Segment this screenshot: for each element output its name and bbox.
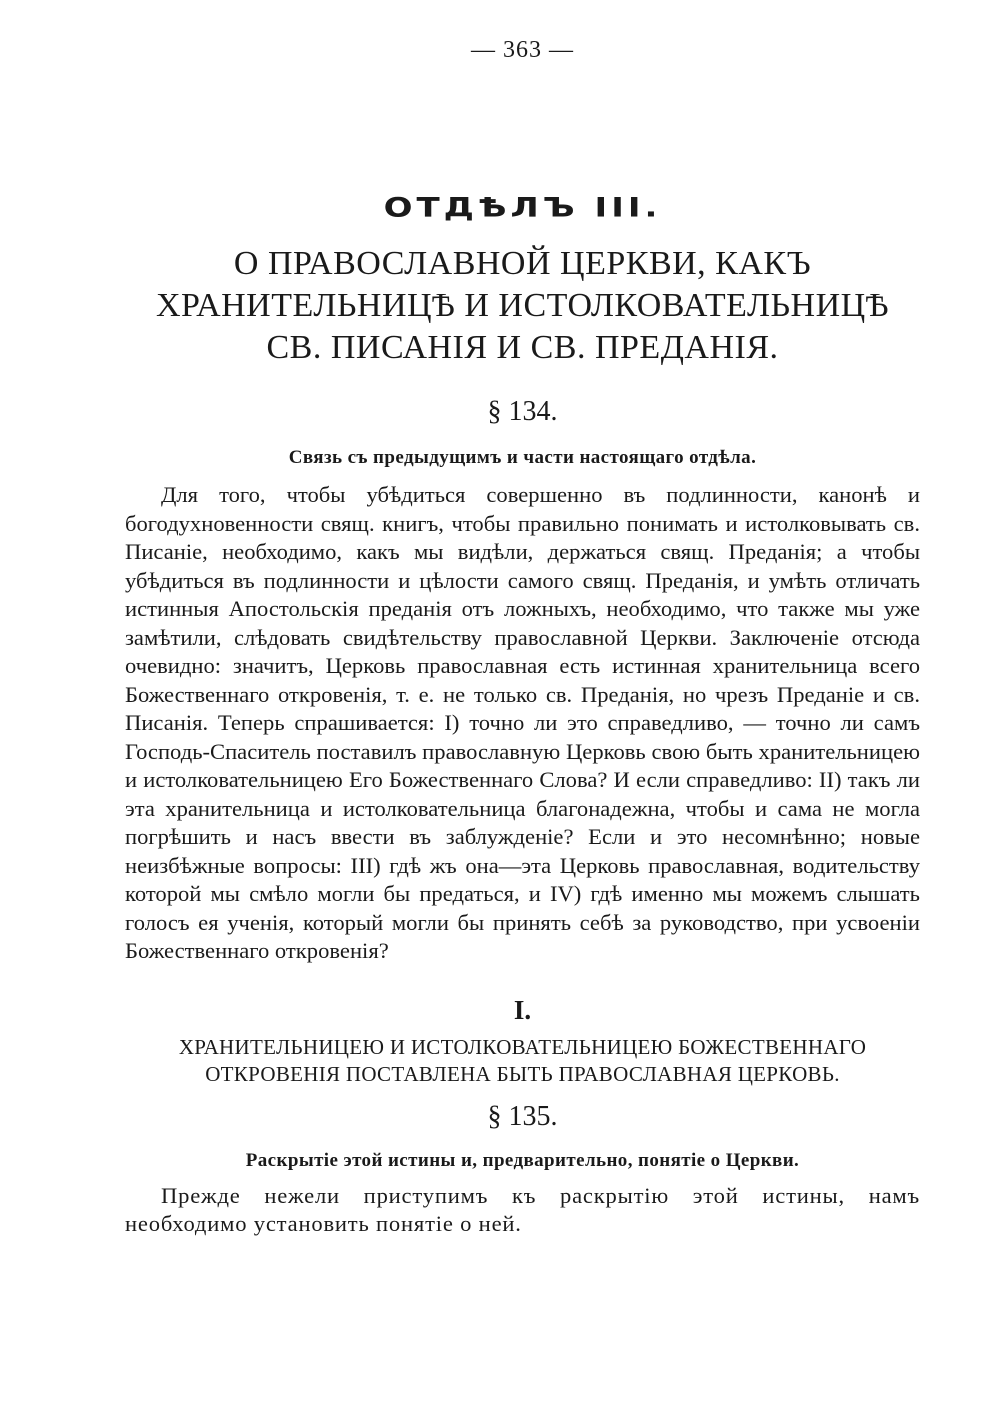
section-heading: ОТДѢЛЪ III. <box>383 192 662 224</box>
paragraph-135-heading: Раскрытіе этой истины и, предварительно, понятіе о Церкви. <box>245 1149 800 1171</box>
paragraph-135-sign: § 135. <box>487 1100 558 1132</box>
paragraph-135-text: Прежде нежели приступимъ къ раскрытію этой истины, намъ необходимо установить понятіе о ней. <box>125 1182 920 1236</box>
paragraph-134-text: Для того, чтобы убѣдиться совершенно въ подлинности, канонѣ и богодухновенности свящ. книгъ, чтобы правильно понимать и истолковывать св. Писаніе, необходимо, какъ мы видѣли, держаться свящ. Преданія; а чтобы убѣдиться въ подлинности и цѣлости самого свящ. Преданія, и умѣть отличать истинныя Апостольскія преданія отъ ложныхъ, необходимо, что также мы уже замѣтили, слѣдовать свидѣтельству православной Церкви. Заключеніе отсюда очевидно: значитъ, Церковь православная есть истинная хранительница всего Божественнаго откровенія, т. е. не только св. Преданія, но чрезъ Преданіе и св. Писанія. Теперь спрашивается: I) точно ли это справедливо, — точно ли самъ Господь-Спаситель поставилъ православную Церковь свою быть хранительницею и истолковательницею Его Божественнаго Слова? И если справедливо: II) такъ ли эта хранительница и истолковательница благонадежна, чтобы и сама не могла погрѣшить и насъ ввести въ заблужденіе? Если и это несомнѣнно; новые неизбѣжные вопросы: III) гдѣ жъ она—эта Церковь православная, водительству которой мы смѣло могли бы предаться, и IV) гдѣ именно мы можемъ слышать голосъ ея ученія, который могли бы принять себѣ за руководство, при усвоеніи Божественнаго откровенія? <box>125 482 920 963</box>
page-number: — 363 — <box>471 37 574 63</box>
paragraph-134-heading: Связь съ предыдущимъ и части настоящаго отдѣла. <box>288 447 757 468</box>
part-one-title: ХРАНИТЕЛЬНИЦЕЮ И ИСТОЛКОВАТЕЛЬНИЦЕЮ БОЖЕСТВЕННАГО ОТКРОВЕНІЯ ПОСТАВЛЕНА БЫТЬ ПРАВОСЛАВНАЯ ЦЕРКОВЬ. <box>178 1034 867 1086</box>
paragraph-134-sign: § 134. <box>487 396 558 427</box>
section-title: О ПРАВОСЛАВНОЙ ЦЕРКВИ, КАКЪ ХРАНИТЕЛЬНИЦѢ И ИСТОЛКОВАТЕЛЬНИЦѢ СВ. ПИСАНІЯ И СВ. ПРЕДАНІЯ. <box>155 245 890 366</box>
document-page <box>125 30 920 1239</box>
part-one-numeral: I. <box>513 994 532 1025</box>
